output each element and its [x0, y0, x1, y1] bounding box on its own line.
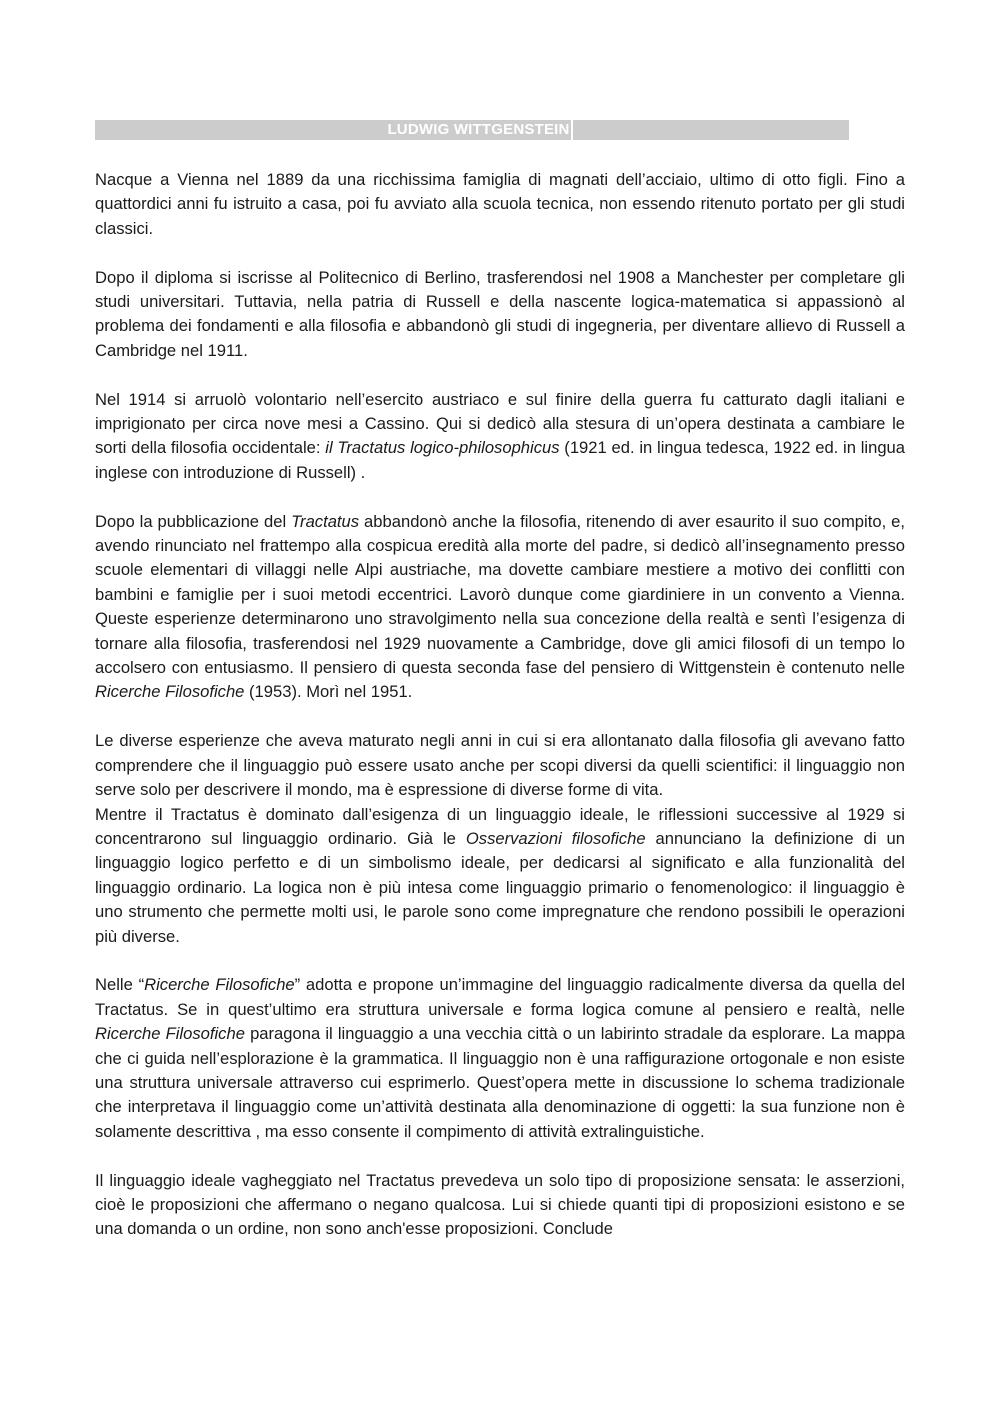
- text-segment: abbandonò anche la filosofia, ritenendo di aver esaurito il suo compito, e, avendo rinunciato nel frattempo alla cospicua eredità alla morte del padre, si dedicò all’insegnamento presso scuole elementari di villaggi nelle Alpi austriache, ma dovette cambiare mestiere a motivo dei conflitti con bambini e famiglie per i suoi metodi eccentrici. Lavorò dunque come giardiniere in un convento a Vienna. Queste esperienze determinarono uno stravolgimento nella sua concezione della realtà e sentì l’esigenza di tornare alla filosofia, trasferendosi nel 1929 nuovamente a Cambridge, dove gli amici filosofi di un tempo lo accolsero con entusiasmo. Il pensiero di questa seconda fase del pensiero di Wittgenstein è contenuto nelle: [95, 511, 905, 678]
- text-segment: Mentre il Tractatus è dominato dall’esigenza di un linguaggio ideale, le riflessioni successive al 1929 si concentrarono sul linguaggio ordinario. Già le: [95, 804, 905, 848]
- text-segment: Il linguaggio ideale vagheggiato nel Tractatus prevedeva un solo tipo di proposizione sensata: le asserzioni, cioè le proposizioni che affermano o negano qualcosa. Lui si chiede quanti tipi di proposizioni esistono e se una domanda o un ordine, non sono anch'esse proposizioni. Conclude: [95, 1170, 905, 1239]
- text-segment: (1921 ed. in lingua tedesca, 1922 ed. in lingua inglese con introduzione di Russell) .: [95, 438, 906, 482]
- paragraph-p1: [95, 168, 905, 241]
- text-segment: ” adotta e propone un’immagine del linguaggio radicalmente diversa da quella del Tractatus. Se in quest’ultimo era struttura universale e forma logica comune al pensiero e realtà, nelle: [95, 975, 906, 1019]
- paragraph-p7: [95, 973, 905, 1144]
- document-page: [95, 120, 905, 1242]
- text-segment: Dopo la pubblicazione del: [95, 511, 292, 531]
- paragraph-p3: [95, 388, 905, 486]
- title-banner: [95, 120, 849, 140]
- paragraph-p2: [95, 266, 905, 364]
- text-segment: annunciano la definizione di un linguaggio logico perfetto e di un simbolismo ideale, per dedicarsi al significato e alla funzionalità del linguaggio ordinario. La logica non è più intesa come linguaggio primario o fenomenologico: il linguaggio è uno strumento che permette molti usi, le parole sono come impregnature che rendono possibili le operazioni più diverse.: [95, 828, 905, 946]
- paragraph-p5: [95, 729, 905, 802]
- paragraph-p4: [95, 510, 905, 705]
- text-segment: (1953). Morì nel 1951.: [244, 682, 413, 702]
- text-segment: Nacque a Vienna nel 1889 da una ricchissima famiglia di magnati dell’acciaio, ultimo di otto figli. Fino a quattordici anni fu istruito a casa, poi fu avviato alla scuola tecnica, non essendo ritenuto portato per gli studi classici.: [95, 170, 905, 238]
- text-segment: Nel 1914 si arruolò volontario nell’esercito austriaco e sul finire della guerra fu catturato dagli italiani e imprigionato per circa nove mesi a Cassino. Qui si dedicò alla stesura di un’opera destinata a cambiare le sorti della filosofia occidentale:: [95, 389, 905, 458]
- paragraph-p8: [95, 1169, 905, 1242]
- document-body: [95, 168, 905, 1242]
- italic-text: Ricerche Filosofiche: [95, 1024, 245, 1044]
- text-segment: paragona il linguaggio a una vecchia città o un labirinto stradale da esplorare. La mappa che ci guida nell’esplorazione è la grammatica. Il linguaggio non è una raffigurazione ortogonale e non esiste una struttura universale attraverso cui esprimerlo. Quest’opera mette in discussione lo schema tradizionale che interpretava il linguaggio come un’attività destinata alla denominazione di oggetti: la sua funzione non è solamente descrittiva , ma esso consente il compimento di attività extralinguistiche.: [95, 1024, 905, 1141]
- text-segment: Nelle “: [95, 975, 145, 995]
- document-title: LUDWIG WITTGENSTEIN: [387, 120, 572, 140]
- italic-text: Ricerche Filosofiche: [144, 975, 295, 995]
- text-segment: Le diverse esperienze che aveva maturato negli anni in cui si era allontanato dalla filosofia gli avevano fatto comprendere che il linguaggio può essere usato anche per scopi diversi da quelli scientifici: il linguaggio non serve solo per descrivere il mondo, ma è espressione di diverse forme di vita.: [95, 731, 905, 800]
- italic-text: Osservazioni filosofiche: [465, 828, 646, 848]
- text-segment: Dopo il diploma si iscrisse al Politecnico di Berlino, trasferendosi nel 1908 a Manchester per completare gli studi universitari. Tuttavia, nella patria di Russell e della nascente logica-matematica si appassionò al problema dei fondamenti e alla filosofia e abbandonò gli studi di ingegneria, per diventare allievo di Russell a Cambridge nel 1911.: [95, 267, 905, 360]
- italic-text: Tractatus: [291, 511, 360, 531]
- italic-text: il Tractatus logico-philosophicus: [325, 438, 560, 458]
- italic-text: Ricerche Filosofiche: [95, 682, 245, 702]
- paragraph-p6: [95, 803, 905, 949]
